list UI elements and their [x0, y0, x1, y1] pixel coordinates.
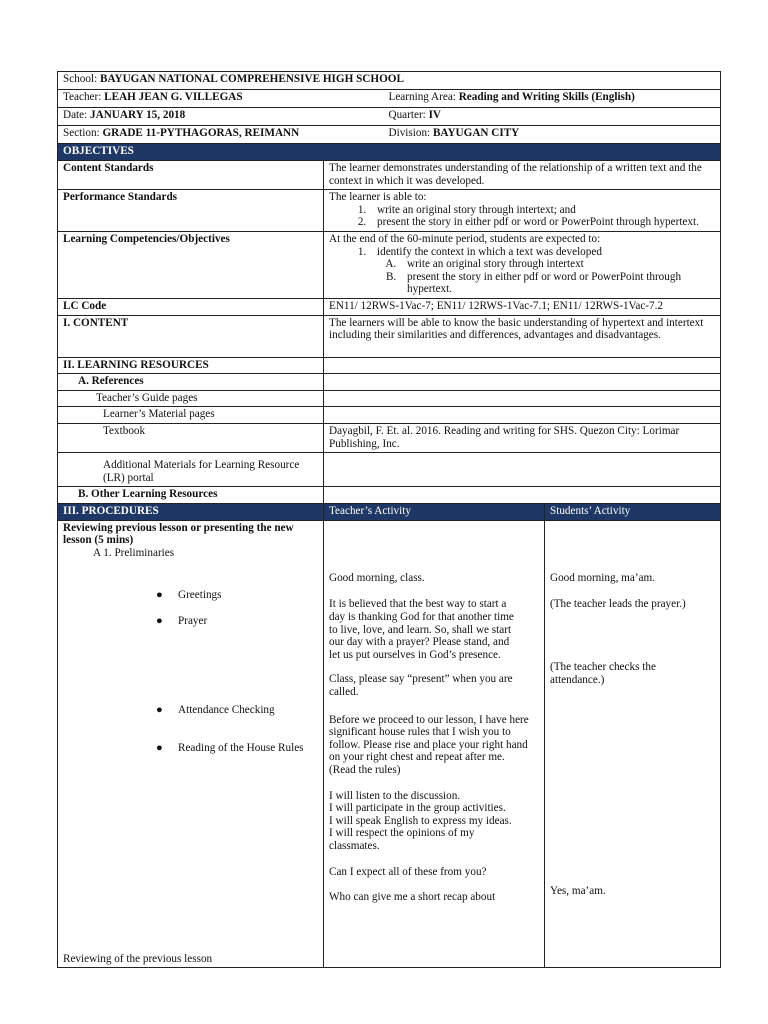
section-value: GRADE 11-PYTHAGORAS, REIMANN	[102, 127, 300, 139]
lc-code-row	[58, 298, 721, 315]
date-label: Date:	[63, 109, 88, 121]
quarter-value: IV	[428, 109, 442, 121]
competencies-subitem-a: A. write an original story through intertext	[399, 258, 715, 271]
house-rules-teacher: Before we proceed to our lesson, I have here significant house rules that I wish you to follow. Please rise and place your right hand on your right chest and repeat after me. (Read the rules)	[329, 713, 529, 776]
learners-material-row	[58, 407, 721, 424]
date-row	[58, 108, 721, 126]
school-label: School:	[63, 73, 98, 85]
rules-list	[329, 790, 539, 853]
textbook-row	[58, 423, 721, 452]
content-standards-row	[58, 161, 721, 190]
performance-list	[329, 204, 715, 229]
attendance-item	[63, 704, 318, 717]
resources-row	[58, 357, 721, 374]
date-value: JANUARY 15, 2018	[90, 109, 186, 121]
content-text: The learners will be able to know the basic understanding of hypertext and intertext including their similarities and differences, advantages and disadvantages.	[324, 315, 721, 357]
teachers-guide-label: Teacher’s Guide pages	[58, 390, 324, 407]
greetings-students: Good morning, ma’am.	[550, 571, 656, 584]
students-activity-header: Students’ Activity	[545, 503, 721, 520]
learning-area-label: Learning Area:	[388, 91, 456, 103]
additional-materials-label: Additional Materials for Learning Resource (LR) portal	[58, 453, 324, 487]
teacher-label: Teacher:	[63, 91, 102, 103]
lc-code-label: LC Code	[58, 298, 324, 315]
competencies-row	[58, 231, 721, 298]
section-label: Section:	[63, 127, 100, 139]
textbook-label: Textbook	[58, 423, 324, 452]
school-name: BAYUGAN NATIONAL COMPREHENSIVE HIGH SCHOOL	[99, 73, 404, 85]
textbook-citation: Dayagbil, F. Et. al. 2016. Reading and writing for SHS. Quezon City: Lorimar Publishing, Inc.	[324, 423, 721, 452]
teacher-activity-header: Teacher’s Activity	[324, 503, 545, 520]
other-resources-row	[58, 487, 721, 504]
prayer-item	[63, 615, 318, 628]
performance-item-1: 1. write an original story through intertext; and	[369, 204, 715, 217]
prayer-label: Prayer	[178, 615, 208, 628]
review-heading: Reviewing previous lesson or presenting the new lesson (5 mins)	[63, 521, 294, 547]
house-rules-label: Reading of the House Rules	[178, 742, 304, 755]
bullet-icon: ●	[156, 703, 163, 716]
preliminaries-label: A 1. Preliminaries	[93, 547, 175, 560]
teachers-guide-row	[58, 390, 721, 407]
rule-4: I will respect the opinions of my classmates.	[329, 827, 475, 852]
performance-standards-row	[58, 190, 721, 232]
school-row	[58, 72, 721, 90]
objectives-band	[58, 144, 721, 161]
performance-intro: The learner is able to:	[329, 191, 427, 204]
rule-2: I will participate in the group activities.	[329, 802, 506, 815]
attendance-students: (The teacher checks the attendance.)	[550, 661, 656, 686]
teacher-row	[58, 90, 721, 108]
house-rules-item	[63, 742, 318, 755]
references-row	[58, 374, 721, 391]
content-row	[58, 315, 721, 357]
attendance-label: Attendance Checking	[178, 703, 275, 716]
objectives-title: OBJECTIVES	[58, 144, 721, 161]
performance-item-2: 2. present the story in either pdf or word or PowerPoint through hypertext.	[369, 216, 715, 229]
rule-1: I will listen to the discussion.	[329, 789, 461, 802]
competencies-intro: At the end of the 60-minute period, students are expected to:	[329, 232, 601, 245]
additional-materials-row	[58, 453, 721, 487]
greetings-label: Greetings	[178, 588, 222, 601]
procedures-body	[58, 520, 721, 967]
division-label: Division:	[388, 127, 431, 139]
reviewing-label: Reviewing of the previous lesson	[63, 953, 213, 966]
division-value: BAYUGAN CITY	[432, 127, 520, 139]
competencies-sublist	[377, 258, 715, 296]
content-standards-label: Content Standards	[58, 161, 324, 190]
lesson-plan-table	[57, 71, 721, 968]
greetings-teacher: Good morning, class.	[329, 571, 425, 584]
section-row	[58, 126, 721, 144]
lc-code-value: EN11/ 12RWS-1Vac-7; EN11/ 12RWS-1Vac-7.1; EN11/ 12RWS-1Vac-7.2	[324, 298, 721, 315]
bullet-icon: ●	[156, 742, 163, 755]
reviewing-teacher: Who can give me a short recap about	[329, 891, 496, 904]
learning-area: Reading and Writing Skills (English)	[458, 91, 635, 103]
attendance-teacher: Class, please say “present” when you are called.	[329, 673, 513, 699]
other-resources-label: B. Other Learning Resources	[58, 487, 324, 504]
competencies-item: identify the context in which a text was developed	[377, 245, 602, 258]
procedures-title: III. PROCEDURES	[58, 503, 324, 520]
references-label: A. References	[58, 374, 324, 391]
competencies-list	[329, 246, 715, 296]
learners-material-label: Learner’s Material pages	[58, 407, 324, 424]
performance-standards-label: Performance Standards	[58, 190, 324, 232]
procedures-band	[58, 503, 721, 520]
teacher-name: LEAH JEAN G. VILLEGAS	[104, 91, 243, 103]
content-standards-text: The learner demonstrates understanding of the relationship of a written text and the context in which it was developed.	[324, 161, 721, 190]
resources-label: II. LEARNING RESOURCES	[58, 357, 324, 374]
bullet-icon: ●	[156, 588, 163, 601]
prayer-students: (The teacher leads the prayer.)	[550, 598, 686, 611]
expect-teacher: Can I expect all of these from you?	[329, 865, 487, 878]
competencies-label: Learning Competencies/Objectives	[58, 231, 324, 298]
greetings-item	[63, 589, 318, 602]
rule-3: I will speak English to express my ideas.	[329, 814, 512, 827]
quarter-label: Quarter:	[388, 109, 426, 121]
competencies-subitem-b: B. present the story in either pdf or word or PowerPoint through hypertext.	[399, 271, 715, 296]
expect-students: Yes, ma’am.	[550, 885, 606, 898]
prayer-teacher: It is believed that the best way to start a day is thanking God for that another time to live, love, and learn. So, shall we start our day with a prayer? Please stand, and let us put ourselves in God’s presence.	[329, 598, 514, 661]
lesson-plan-document	[57, 71, 720, 968]
content-label: I. CONTENT	[58, 315, 324, 357]
bullet-icon: ●	[156, 615, 163, 628]
